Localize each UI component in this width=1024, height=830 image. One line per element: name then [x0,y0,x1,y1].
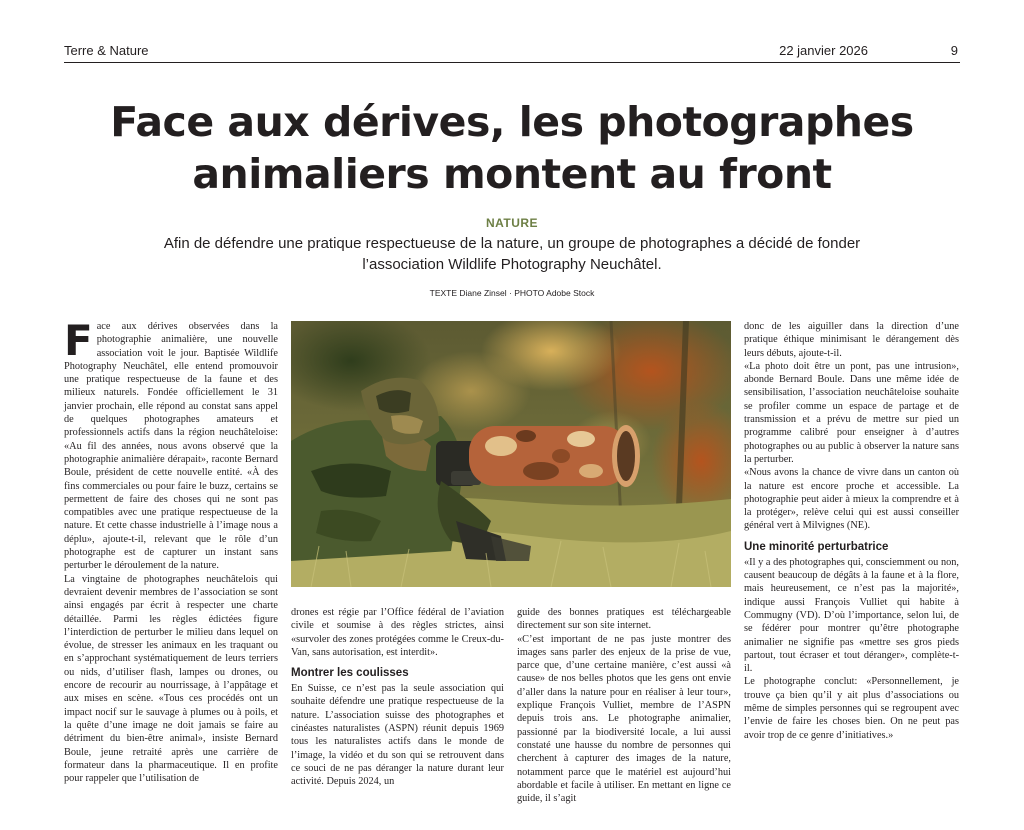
paragraph: «Nous avons la chance de vivre dans un canton où la nature est encore proche et accessible. La photographie peut aider à mieux la comprendre et à la protéger», relève celui qui est aussi conseiller général vert à Milvignes (NE). [744,467,959,532]
paragraph: donc de les aiguiller dans la direction d’une pratique éthique minimisant le dérangement dès leurs débuts, ajoute-t-il. [744,321,959,359]
byline-credits: TEXTE Diane Zinsel · PHOTO Adobe Stock [429,288,595,298]
page-number: 9 [950,43,958,58]
paragraph: guide des bonnes pratiques est téléchargeable directement sur son site internet. [517,607,731,632]
camouflaged-photographer-image [291,321,731,587]
paragraph: En Suisse, ce n’est pas la seule association qui souhaite défendre une pratique respectueuse de la nature. L’association suisse des photographes et cinéastes naturalistes (ASPN) réunit depuis 1969 tous les naturalistes actifs dans le monde de l’image, la vidéo et du son qui se retrouvent dans ce souci de ne pas déranger la nature durant leur activité. Depuis 2024, un [291,683,504,788]
drop-cap: F [64,316,93,365]
article-photo [291,321,731,587]
article-column-4 [744,320,959,742]
subheading: Une minorité perturbatrice [744,540,889,553]
issue-date: 22 janvier 2026 [779,43,868,58]
standfirst: Afin de défendre une pratique respectueuse de la nature, un groupe de photographes a décidé de fonder l’association Wildlife Photography Neuchâtel. [163,235,861,273]
paragraph: «Il y a des photographes qui, consciemment ou non, causent beaucoup de dégâts à la faune et à la flore, mais heureusement, ce n’est pas la majorité», indique aussi François Vulliet qui habite à Commugny (VD). D’où l’importance, selon lui, de se fédérer pour montrer qu’être photographe animalier ne signifie pas «mettre ses gros pieds partout, tout écraser et tout déranger», complète-t-il. [744,556,959,675]
section-rubric: NATURE [485,216,539,230]
article-column-2 [291,606,504,789]
page-header [64,40,960,63]
paragraph: «La photo doit être un pont, pas une intrusion», abonde Bernard Boule. Dans une même idée de sensibilisation, l’association neuchâteloise souhaite se profiler comme un espace de partage et de transmission et a prévu de mettre sur pied un programme calibré pour enseigner à d’autres photographes ou au public à observer la nature sans la perturber. [744,360,959,465]
article-column-3 [517,606,731,805]
paragraph: Le photographe conclut: «Personnellement, je trouve ça bien qu’il y ait plus d’associations ou même de simples personnes qui se regroupent avec l’envie de faire les choses bien. On ne peut pas avoir trop de ce genre d’initiatives.» [744,676,959,741]
headline: Face aux dérives, les photographes animaliers montent au front [110,98,914,198]
publication-name: Terre & Nature [64,43,149,58]
paragraph: «C’est important de ne pas juste montrer des images sans parler des enjeux de la prise de vue, parce que, d’une certaine manière, c’est aussi «à cause» de nos belles photos que les gens ont envie d’aller dans la nature pour en réaliser à leur tour», explique François Vulliet, membre de l’ASPN depuis trois ans. Le photographe animalier, passionné par la biodiversité locale, a lui aussi constaté une hausse du nombre de personnes qui cherchent à capturer des images de la nature, notamment parce que le matériel est aujourd’hui abordable et facile à utiliser. En mettant en ligne ce guide, il s’agit [517,633,731,805]
article-column-1 [64,316,278,785]
paragraph: La vingtaine de photographes neuchâtelois qui devraient devenir membres de l’association se sont ainsi engagés par écrit à respecter une charte détaillée. Parmi les règles édictées figure l’interdiction de perturber le milieu dans lequel on évolue, de stresser les animaux en les traquant ou en s’approchant systématiquement de leurs terriers ou nids, d’utiliser flash, lampes ou drones, ou encore de recourir au nourrissage, à l’appâtage et aux mises en scène. «Tous ces procédés ont un impact nocif sur le sauvage à plumes ou à poils, et la quête d’une image ne doit jamais se faire au détriment du bien-être animal», insiste Bernard Boule, jeune retraité après une carrière de formateur dans la pharmaceutique. Il en profite pour rappeler que l’utilisation de [64,573,278,785]
paragraph: drones est régie par l’Office fédéral de l’aviation civile et soumise à des règles strictes, ainsi «survoler des zones protégées comme le Creux-du-Van, sans autorisation, est interdit». [291,607,504,658]
paragraph-text: ace aux dérives observées dans la photographie animalière, une nouvelle association voit le jour. Baptisée Wildlife Photography Neuchâtel, elle entend promouvoir une pratique respectueuse de la faune et des milieux naturels. Fondée officiellement le 31 janvier prochain, elle répond au constat sans appel de quelques photographes amateurs et professionnels actifs dans la région neuchâteloise: «Au fil des années, nous avons observé que la photographie animalière dérapait», raconte Bernard Boule, président de cette nouvelle entité. «À des fins commerciales ou pour faire le buzz, certains se permettent de faire des choses qui ne sont pas compatibles avec une pratique respectueuse de la nature. Et cette chasse industrielle à l’image nous a déplu», ajoute-t-il, relevant que le rôle d’un photographe est de capturer un instant sans perturber le déroulement de la nature. [64,321,278,572]
paragraph [64,316,278,573]
subheading: Montrer les coulisses [291,667,409,680]
